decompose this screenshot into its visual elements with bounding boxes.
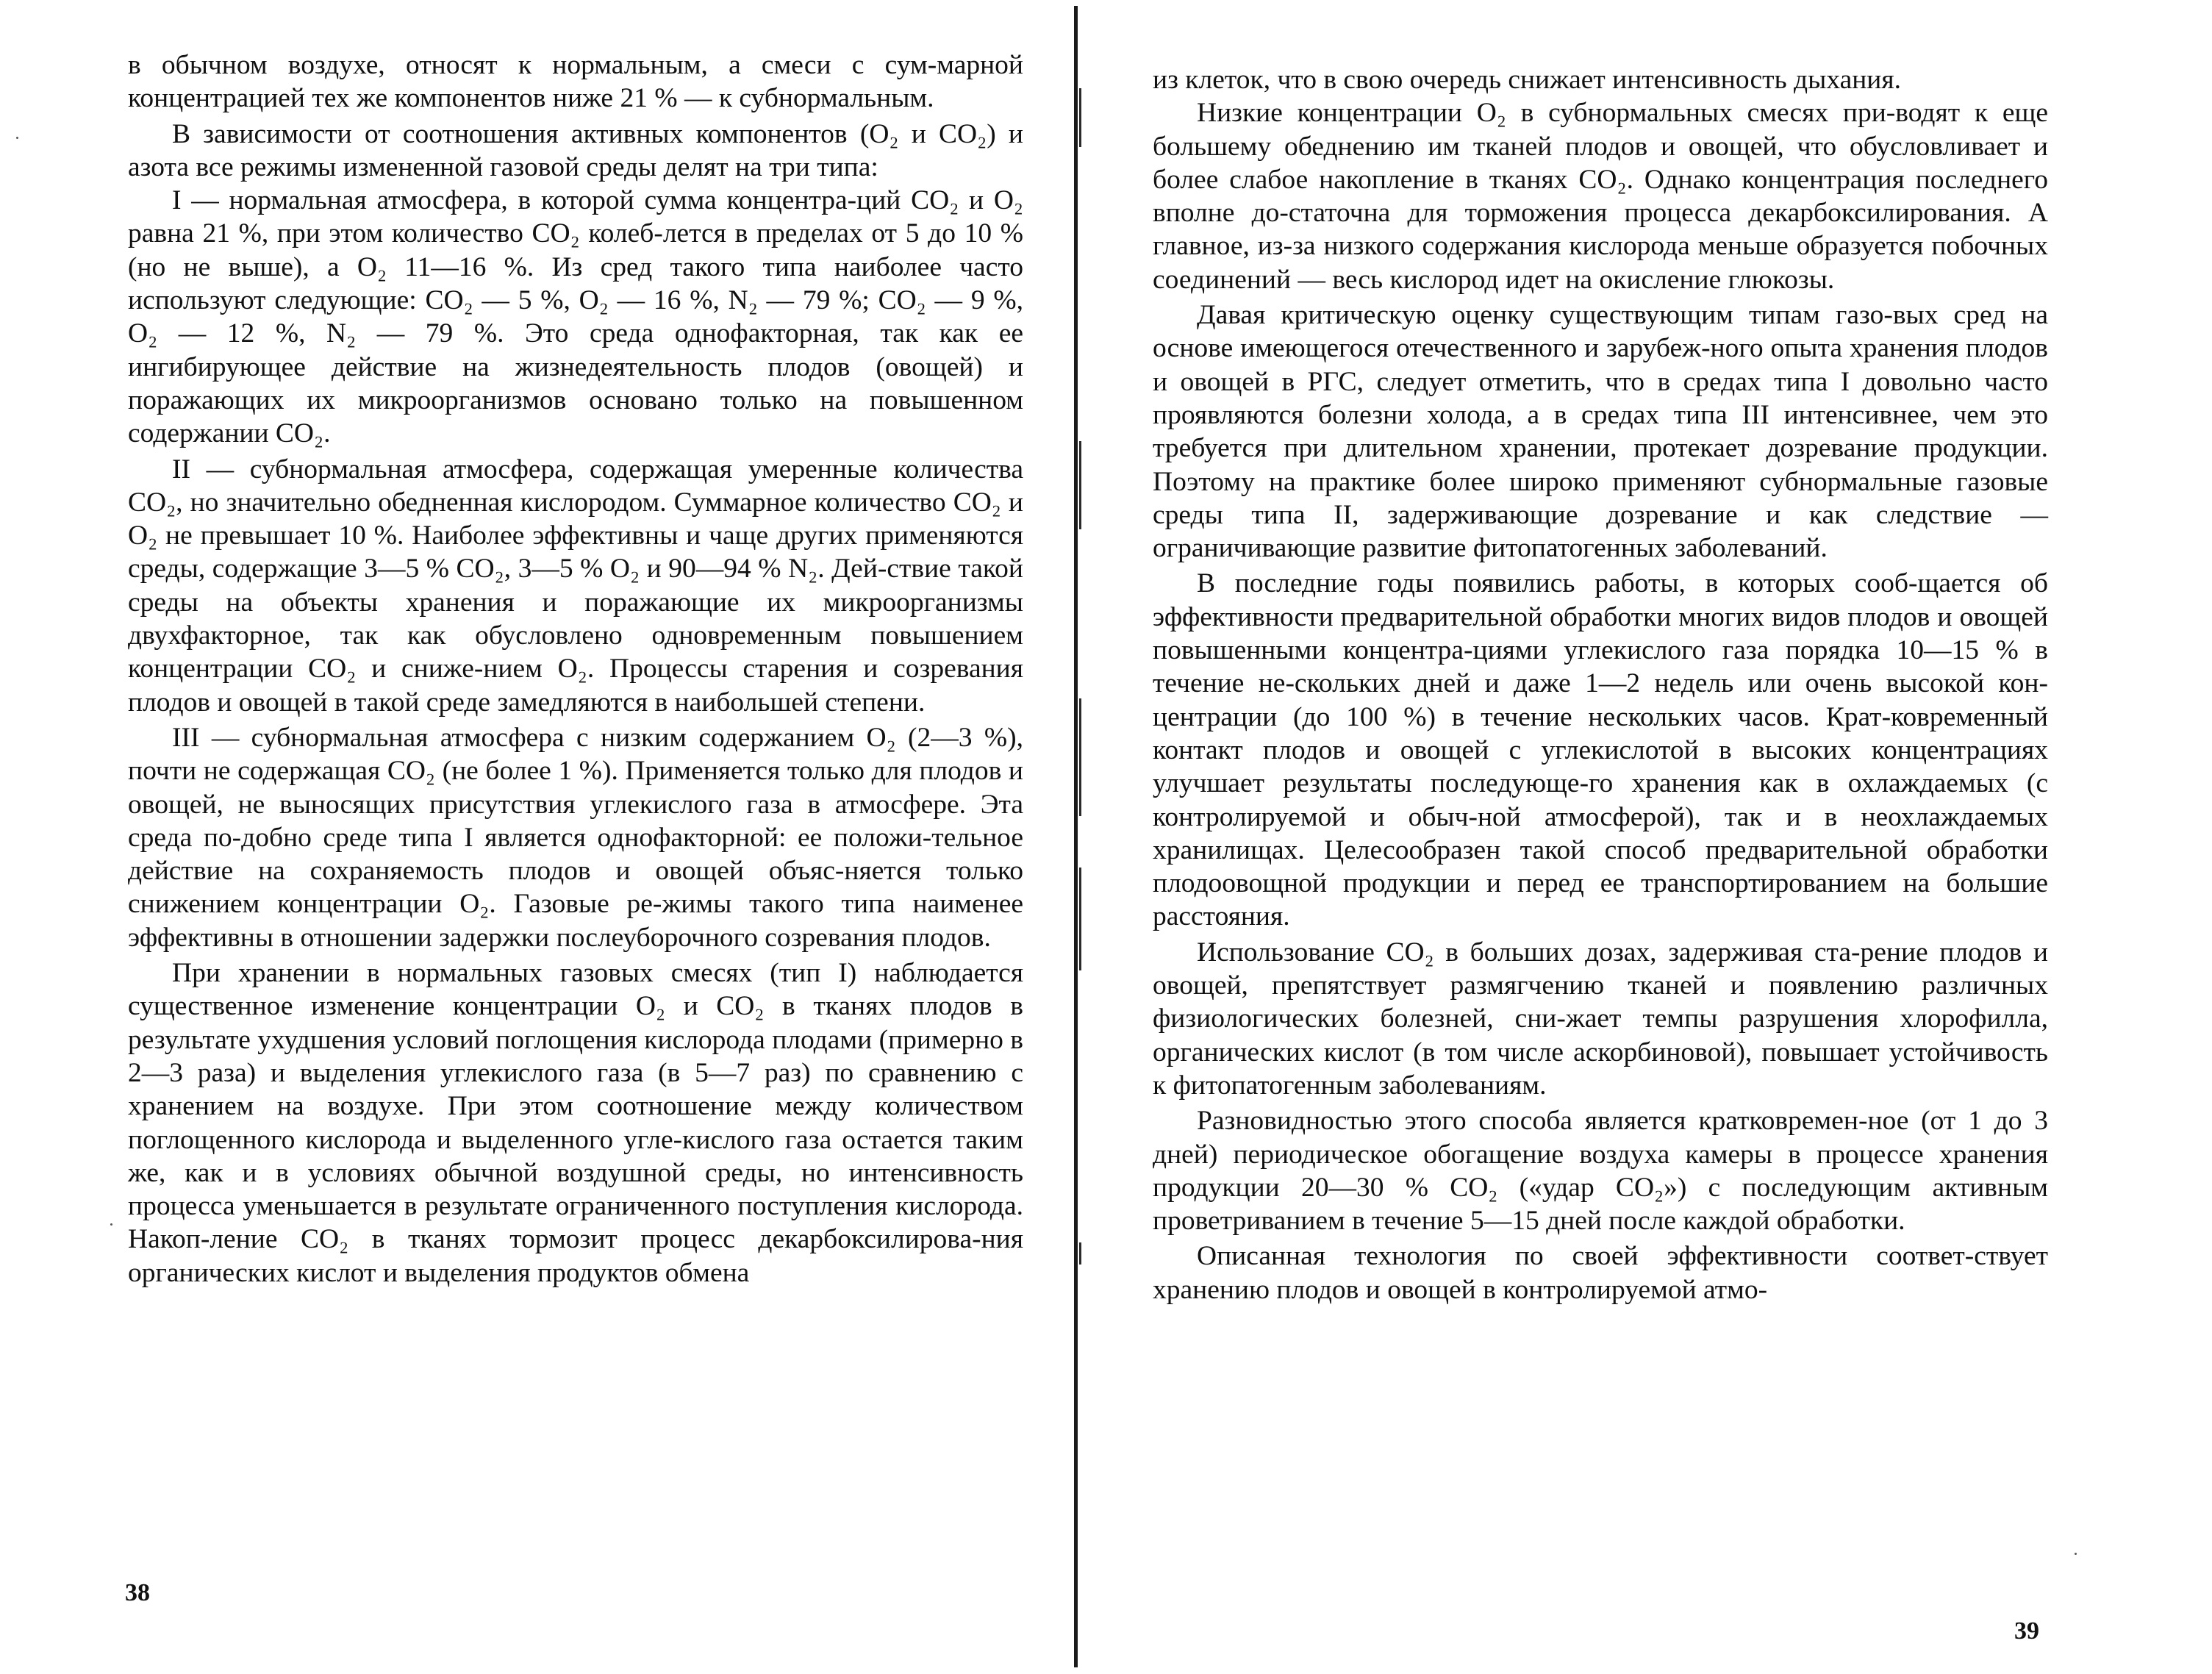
paragraph: Давая критическую оценку существующим типам газо-вых сред на основе имеющегося отечественного и зарубеж-ного опыта хранения плодов и овощей в РГС, следует отметить, что в средах типа I довольно часто проявляются болезни холода, а в средах типа III интенсивнее, чем это требуется при длительном хранении, протекает дозревание продукции. Поэтому на практике более широко применяют субнормальные газовые среды типа II, задерживающие дозревание и как следствие — ограничивающие развитие фитопатогенных заболеваний. — [1153, 300, 2048, 564]
book-gutter — [1074, 6, 1078, 1667]
paragraph: III — субнормальная атмосфера с низким содержанием O₂ (2—3 %), почти не содержащая CO₂ (не более 1 %). Применяется только для плодов и овощей, не выносящих присутствия углекислого газа в атмосфере. Эта среда по-добно среде типа I является однофакторной: ее положи-тельное действие на сохраняемость плодов и овощей объяс-няется только снижением концентрации O₂. Газовые ре-жимы такого типа наименее эффективны в отношении задержки послеуборочного созревания плодов. — [128, 722, 1023, 953]
paragraph: в обычном воздухе, относят к нормальным, а смеси с сум-марной концентрацией тех же компонентов ниже 21 % — к субнормальным. — [128, 50, 1023, 114]
paragraph: В зависимости от соотношения активных компонентов (O₂ и CO₂) и азота все режимы измененной газовой среды делят на три типа: — [128, 118, 1023, 182]
page-number: 39 — [2014, 1617, 2039, 1645]
gutter-mark — [1079, 868, 1081, 970]
paragraph: Использование CO₂ в больших дозах, задерживая ста-рение плодов и овощей, препятствует размягчению тканей и появлению различных физиологических болезней, сни-жает темпы разрушения хлорофилла, органических кислот (в том числе аскорбиновой), повышает устойчивость к фитопатогенным заболеваниям. — [1153, 937, 2048, 1101]
left-page — [0, 0, 1095, 1674]
paragraph: Разновидностью этого способа является кратковремен-ное (от 1 до 3 дней) периодическое обогащение воздуха камеры в процессе хранения продукции 20—30 % CO₂ («удар CO₂») с последующим активным проветриванием в течение 5—15 дней после каждой обработки. — [1153, 1106, 2048, 1237]
paragraph: из клеток, что в свою очередь снижает интенсивность дыхания. — [1153, 65, 1901, 95]
scan-speck — [16, 137, 18, 139]
paragraph: II — субнормальная атмосфера, содержащая умеренные количества CO₂, но значительно обедненная кислородом. Суммарное количество CO₂ и O₂ не превышает 10 %. Наиболее эффективны и чаще других применяются среды, содержащие 3—5 % CO₂, 3—5 % O₂ и 90—94 % N₂. Дей-ствие такой среды на объекты хранения и поражающие их микроорганизмы двухфакторное, так как обусловлено одновременным повышением концентрации CO₂ и сниже-нием O₂. Процессы старения и созревания плодов и овощей в такой среде замедляются в наибольшей степени. — [128, 454, 1023, 718]
scan-speck — [2075, 1553, 2077, 1555]
paragraph: В последние годы появились работы, в которых сооб-щается об эффективности предварительной обработки многих видов плодов и овощей повышенными концентра-циями углекислого газа порядка 10—15 % в течение не-скольких дней и даже 1—2 недель или очень высокой кон-центрации (до 100 %) в течение нескольких часов. Крат-ковременный контакт плодов и овощей с углекислотой в высоких концентрациях улучшает результаты последующе-го хранения как в охлаждаемых (с контролируемой и обыч-ной атмосферой), так и в неохлаждаемых хранилищах. Целесообразен такой способ предварительной обработки плодоовощной продукции и перед ее транспортированием на большие расстояния. — [1153, 568, 2048, 932]
gutter-mark — [1079, 441, 1081, 529]
paragraph: Низкие концентрации O₂ в субнормальных смесях при-водят к еще большему обеднению им тканей плодов и овощей, что обусловливает и более слабое накопление в тканях CO₂. Однако концентрация последнего вполне до-статочна для торможения процесса декарбоксилирования. А главное, из-за низкого содержания кислорода меньше образуется побочных соединений — весь кислород идет на окисление глюкозы. — [1153, 98, 2048, 295]
gutter-mark — [1079, 1242, 1081, 1265]
right-page — [1103, 0, 2212, 1674]
right-page-text — [1153, 63, 2048, 1306]
paragraph: I — нормальная атмосфера, в которой сумма концентра-ций CO₂ и O₂ равна 21 %, при этом количество CO₂ колеб-лется в пределах от 5 до 10 % (но не выше), а O₂ 11—16 %. Из сред такого типа наиболее часто используют следующие: CO₂ — 5 %, O₂ — 16 %, N₂ — 79 %; CO₂ — 9 %, O₂ — 12 %, N₂ — 79 %. Это среда однофакторная, так как ее ингибирующее действие на жизнедеятельность плодов (овощей) и поражающих их микроорганизмов основано только на повышенном содержании CO₂. — [128, 185, 1023, 449]
gutter-mark — [1079, 698, 1081, 816]
left-page-text — [128, 49, 1023, 1290]
paragraph: Описанная технология по своей эффективности соответ-ствует хранению плодов и овощей в контролируемой атмо- — [1153, 1241, 2048, 1305]
paragraph: При хранении в нормальных газовых смесях (тип I) наблюдается существенное изменение концентрации O₂ и CO₂ в тканях плодов в результате ухудшения условий поглощения кислорода плодами (примерно в 2—3 раза) и выделения углекислого газа (в 5—7 раз) по сравнению с хранением на воздухе. При этом соотношение между количеством поглощенного кислорода и выделенного угле-кислого газа остается таким же, как и в условиях обычной воздушной среды, но интенсивность процесса уменьшается в результате ограниченного поступления кислорода. Накоп-ление CO₂ в тканях тормозит процесс декарбоксилирова-ния органических кислот и выделения продуктов обмена — [128, 958, 1023, 1288]
gutter-mark — [1079, 88, 1081, 147]
page-number: 38 — [125, 1579, 150, 1606]
scan-speck — [110, 1223, 112, 1226]
